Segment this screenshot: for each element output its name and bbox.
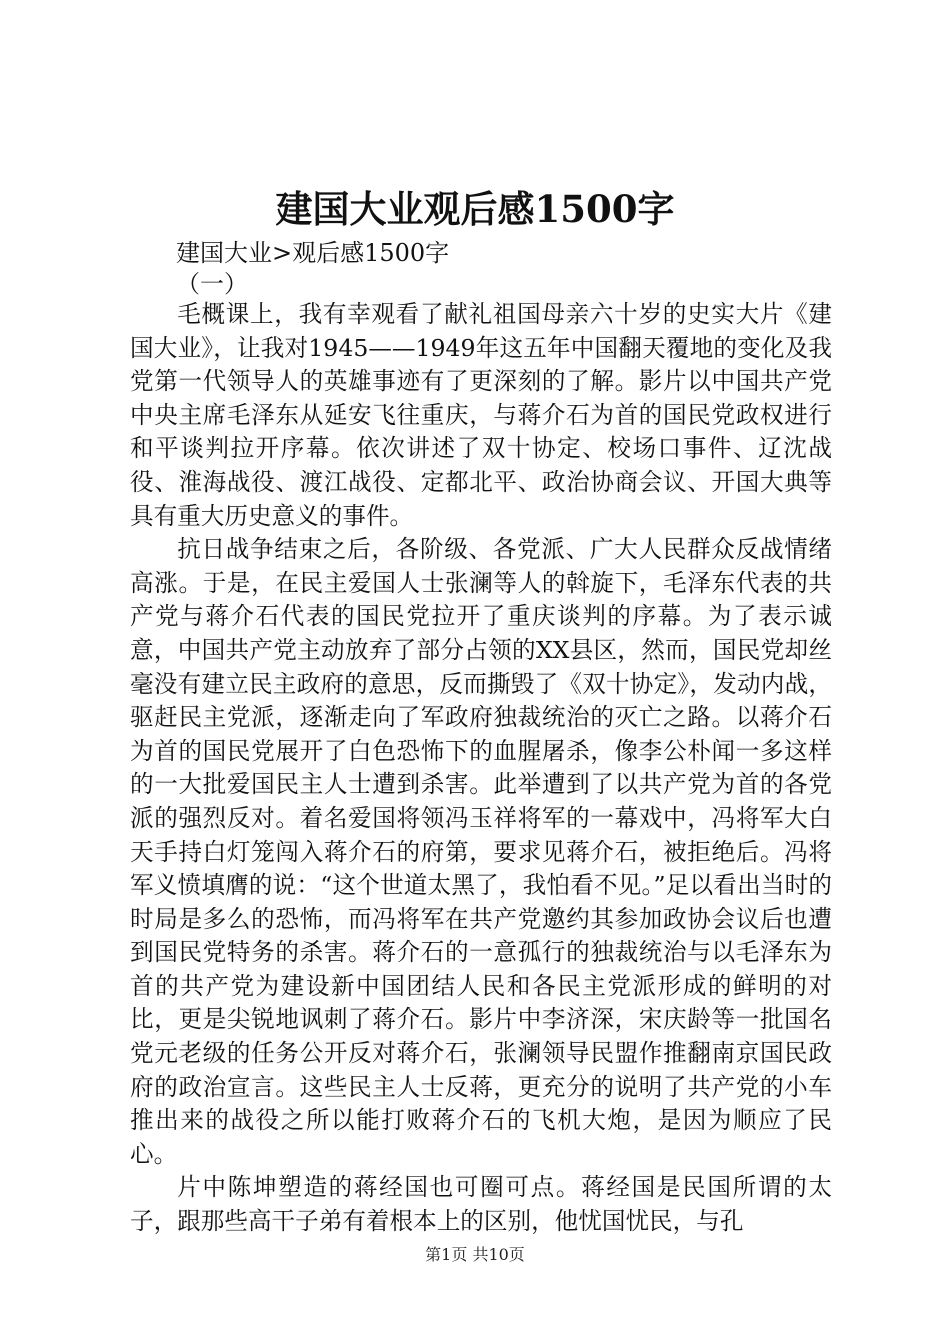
document-title: 建国大业观后感1500字 bbox=[275, 187, 675, 231]
page-footer: 第1页 共10页 bbox=[425, 1245, 525, 1264]
document-subtitle: 建国大业>观后感1500字 bbox=[176, 239, 450, 267]
body-text bbox=[130, 298, 832, 1239]
paragraph: 片中陈坤塑造的蒋经国也可圈可点。蒋经国是民国所谓的太子，跟那些高干子弟有着根本上的区别，他忧国忧民，与孔 bbox=[130, 1173, 832, 1236]
section-marker: （一） bbox=[176, 270, 248, 298]
paragraph: 抗日战争结束之后，各阶级、各党派、广大人民群众反战情绪高涨。于是，在民主爱国人士张澜等人的斡旋下，毛泽东代表的共产党与蒋介石代表的国民党拉开了重庆谈判的序幕。为了表示诚意，中国共产党主动放弃了部分占领的XX县区，然而，国民党却丝毫没有建立民主政府的意思，反而撕毁了《双十协定》，发动内战，驱赶民主党派，逐渐走向了军政府独裁统治的灭亡之路。以蒋介石为首的国民党展开了白色恐怖下的血腥屠杀，像李公朴闻一多这样的一大批爱国民主人士遭到杀害。此举遭到了以共产党为首的各党派的强烈反对。着名爱国将领冯玉祥将军的一幕戏中，冯将军大白天手持白灯笼闯入蒋介石的府第，要求见蒋介石，被拒绝后。冯将军义愤填膺的说：“这个世道太黑了，我怕看不见。”足以看出当时的时局是多么的恐怖，而冯将军在共产党邀约其参加政协会议后也遭到国民党特务的杀害。蒋介石的一意孤行的独裁统治与以毛泽东为首的共产党为建设新中国团结人民和各民主党派形成的鲜明的对比，更是尖锐地讽刺了蒋介石。影片中李济深，宋庆龄等一批国名党元老级的任务公开反对蒋介石，张澜领导民盟作推翻南京国民政府的政治宣言。这些民主人士反蒋，更充分的说明了共产党的小车推出来的战役之所以能打败蒋介石的飞机大炮，是因为顺应了民心。 bbox=[130, 535, 832, 1168]
paragraph: 毛概课上，我有幸观看了献礼祖国母亲六十岁的史实大片《建国大业》，让我对1945——1949年这五年中国翻天覆地的变化及我党第一代领导人的英雄事迹有了更深刻的了解。影片以中国共产党中央主席毛泽东从延安飞往重庆，与蒋介石为首的国民党政权进行和平谈判拉开序幕。依次讲述了双十协定、校场口事件、辽沈战役、淮海战役、渡江战役、定都北平、政治协商会议、开国大典等具有重大历史意义的事件。 bbox=[130, 300, 832, 530]
